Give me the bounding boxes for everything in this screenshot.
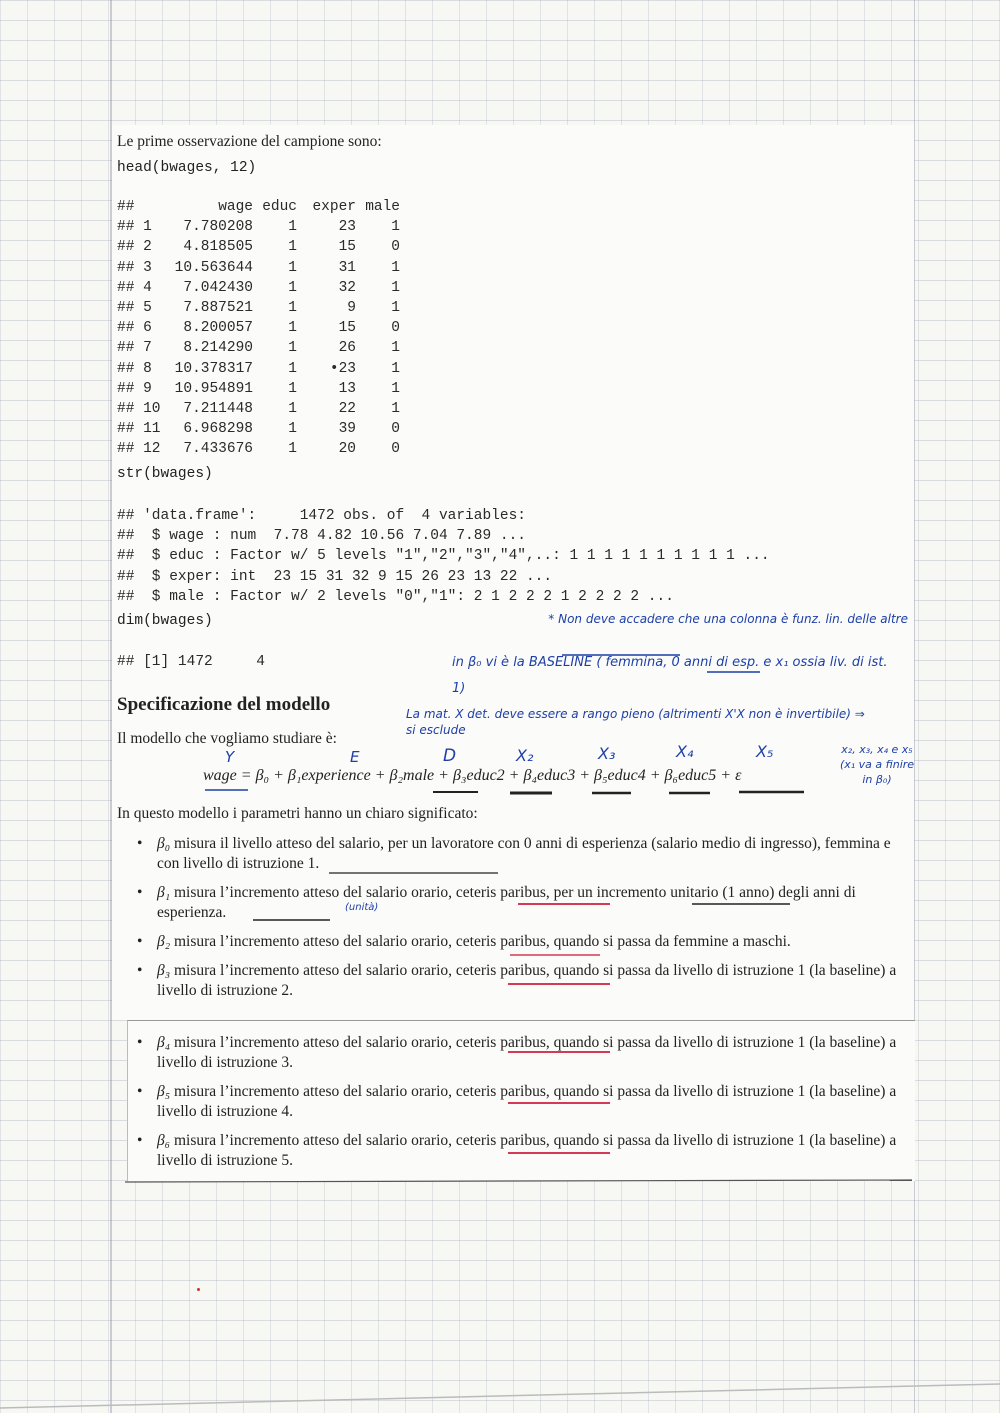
list-item xyxy=(133,1033,905,1073)
list-item xyxy=(133,1131,905,1171)
table-row xyxy=(117,419,400,439)
table-cell: ## 8 xyxy=(117,360,152,377)
table-cell: ## 11 xyxy=(117,421,161,438)
list-item xyxy=(133,834,905,874)
table-header-cell: exper xyxy=(312,199,356,215)
table-cell: 0 xyxy=(391,421,400,438)
table-cell: 1 xyxy=(391,259,400,276)
table-cell: 1 xyxy=(288,401,297,418)
bullet-text: misura l’incremento atteso del salario orario, ceteris paribus, quando si passa da femmine a maschi. xyxy=(170,933,791,950)
table-header-cell: educ xyxy=(262,199,297,215)
table-cell: 31 xyxy=(338,259,356,276)
code-str-command: str(bwages) xyxy=(117,466,213,482)
code-head-command: head(bwages, 12) xyxy=(117,160,257,176)
handwritten-note-collinearity: * Non deve accadere che una colonna è funz. lin. delle altre xyxy=(548,612,908,626)
table-cell: 10.563644 xyxy=(174,259,253,276)
bullet-text: misura l’incremento atteso del salario orario, ceteris paribus, per un incremento unitario (1 anno) degli anni di esperienza. xyxy=(157,884,856,921)
table-cell: ## 6 xyxy=(117,320,152,337)
str-output-line: ## $ wage : num 7.78 4.82 10.56 7.04 7.89 ... xyxy=(117,528,526,545)
table-cell: 1 xyxy=(391,279,400,296)
table-cell: 10.954891 xyxy=(174,380,253,397)
bullet-text: misura l’incremento atteso del salario orario, ceteris paribus, quando si passa da livello di istruzione 1 (la baseline) a livello di istruzione 2. xyxy=(157,962,897,999)
table-cell: 1 xyxy=(391,300,400,317)
table-body xyxy=(117,217,400,459)
table-cell: 1 xyxy=(288,219,297,236)
table-cell: 8.200057 xyxy=(183,320,253,337)
table-cell: 6.968298 xyxy=(183,421,253,438)
table-cell: 1 xyxy=(391,340,400,357)
table-cell: 1 xyxy=(288,421,297,438)
handwritten-label-x2: X₂ xyxy=(516,746,534,765)
table-cell: 1 xyxy=(391,401,400,418)
table-cell: ## 5 xyxy=(117,300,152,317)
table-cell: ## 12 xyxy=(117,441,161,458)
model-formula: wage = β₀ + β₁experience + β₂male + β₃educ2 + β₄educ3 + β₅educ4 + β₆educ5 + ε xyxy=(203,767,742,784)
beta-symbol: β₄ xyxy=(157,1034,171,1051)
str-output-line: ## $ educ : Factor w/ 5 levels "1","2","3","4",..: 1 1 1 1 1 1 1 1 1 1 ... xyxy=(117,548,770,565)
table-cell: 1 xyxy=(288,259,297,276)
table-cell: ## 4 xyxy=(117,279,152,296)
list-item xyxy=(133,961,905,1001)
page-bottom-edge xyxy=(0,1380,1000,1413)
beta-symbol: β₀ xyxy=(157,835,171,852)
table-cell: 0 xyxy=(391,320,400,337)
table-cell: ## 1 xyxy=(117,219,152,236)
table-row xyxy=(117,258,400,278)
table-cell: 1 xyxy=(288,320,297,337)
red-dot-mark xyxy=(197,1288,200,1291)
bullet-text: misura il livello atteso del salario, per un lavoratore con 0 anni di esperienza (salario medio di ingresso), femmina e con livello di istruzione 1. xyxy=(157,835,891,872)
intro-text: Le prime osservazione del campione sono: xyxy=(117,133,382,150)
bullet-text: misura l’incremento atteso del salario orario, ceteris paribus, quando si passa da livello di istruzione 1 (la baseline) a livello di istruzione 3. xyxy=(157,1034,897,1071)
handwritten-note-baseline: in β₀ vi è la BASELINE ( femmina, 0 anni di esp. e x₁ ossia liv. di ist. 1) xyxy=(452,655,888,696)
parameter-list-top xyxy=(133,834,905,1010)
table-row xyxy=(117,278,400,298)
table-cell: 1 xyxy=(288,441,297,458)
table-cell: 9 xyxy=(347,300,356,317)
table-cell: 1 xyxy=(288,360,297,377)
table-cell: 1 xyxy=(391,380,400,397)
list-item xyxy=(133,883,905,923)
beta-symbol: β₅ xyxy=(157,1083,171,1100)
list-item xyxy=(133,1082,905,1122)
table-cell: 7.887521 xyxy=(183,300,253,317)
table-header-cell: male xyxy=(365,199,400,215)
table-header-row xyxy=(117,197,400,217)
beta-symbol: β₂ xyxy=(157,933,171,950)
table-cell: 1 xyxy=(391,219,400,236)
str-output-line: ## 'data.frame': 1472 obs. of 4 variables: xyxy=(117,508,526,524)
handwritten-label-d: D xyxy=(443,746,457,766)
notebook-right-line xyxy=(914,0,915,1413)
section-title: Specificazione del modello xyxy=(117,694,331,715)
table-cell: 1 xyxy=(288,380,297,397)
table-header-cell: wage xyxy=(218,199,253,215)
table-row xyxy=(117,298,400,318)
beta-symbol: β₁ xyxy=(157,884,171,901)
table-cell: 15 xyxy=(338,239,356,256)
table-cell: 0 xyxy=(391,441,400,458)
table-cell: 20 xyxy=(338,441,356,458)
table-cell: •23 xyxy=(329,360,356,377)
beta-symbol: β₆ xyxy=(157,1132,171,1149)
table-cell: 10.378317 xyxy=(174,360,253,377)
table-row xyxy=(117,338,400,358)
table-cell: ## 7 xyxy=(117,340,152,357)
table-cell: 1 xyxy=(288,279,297,296)
table-cell: ## 2 xyxy=(117,239,152,256)
table-row xyxy=(117,359,400,379)
table-row xyxy=(117,318,400,338)
table-cell: 32 xyxy=(338,279,356,296)
table-cell: 1 xyxy=(288,239,297,256)
table-row xyxy=(117,399,400,419)
table-cell: 22 xyxy=(338,401,356,418)
bullet-text: misura l’incremento atteso del salario orario, ceteris paribus, quando si passa da livello di istruzione 1 (la baseline) a livello di istruzione 4. xyxy=(157,1083,897,1120)
handwritten-note-excluded: x₂, x₃, x₄ e x₅ (x₁ va a finire in β₀) xyxy=(839,743,915,786)
table-cell: 1 xyxy=(391,360,400,377)
table-cell: 1 xyxy=(288,340,297,357)
str-output-line: ## $ exper: int 23 15 31 32 9 15 26 23 13 22 ... xyxy=(117,568,553,585)
table-row xyxy=(117,439,400,459)
table-cell: ## 3 xyxy=(117,259,152,276)
table-cell: 8.214290 xyxy=(183,340,253,357)
table-cell: 23 xyxy=(338,219,356,236)
table-cell: 4.818505 xyxy=(183,239,253,256)
handwritten-label-e: E xyxy=(350,748,360,766)
list-item xyxy=(133,932,905,952)
table-cell: 1 xyxy=(288,300,297,317)
parameter-list-bottom xyxy=(133,1033,905,1180)
meaning-intro: In questo modello i parametri hanno un chiaro significato: xyxy=(117,805,478,822)
table-row xyxy=(117,379,400,399)
handwritten-label-x5: X₅ xyxy=(756,742,774,761)
handwritten-label-x3: X₃ xyxy=(598,744,616,763)
handwritten-note-rank: La mat. X det. deve essere a rango pieno (altrimenti X'X non è invertibile) ⇒ si esclude xyxy=(406,707,865,737)
head-output-table xyxy=(117,197,400,460)
table-row xyxy=(117,237,400,257)
dim-output: ## [1] 1472 4 xyxy=(117,654,265,670)
table-cell: 7.211448 xyxy=(183,401,253,418)
str-output-line: ## $ male : Factor w/ 2 levels "0","1": 2 1 2 2 2 1 2 2 2 2 ... xyxy=(117,588,674,605)
table-cell: 7.042430 xyxy=(183,279,253,296)
handwritten-label-y: Y xyxy=(225,748,235,766)
table-cell: 13 xyxy=(338,380,356,397)
table-header-cell: ## xyxy=(117,199,135,215)
table-cell: ## 10 xyxy=(117,401,161,418)
table-row xyxy=(117,217,400,237)
handwritten-label-x4: X₄ xyxy=(676,742,694,761)
str-output xyxy=(117,506,770,607)
model-intro: Il modello che vogliamo studiare è: xyxy=(117,730,337,747)
table-cell: 15 xyxy=(338,320,356,337)
table-cell: 26 xyxy=(338,340,356,357)
table-cell: 0 xyxy=(391,239,400,256)
table-cell: ## 9 xyxy=(117,380,152,397)
table-cell: 7.780208 xyxy=(183,219,253,236)
code-dim-command: dim(bwages) xyxy=(117,613,213,629)
table-cell: 7.433676 xyxy=(183,441,253,458)
bullet-text: misura l’incremento atteso del salario orario, ceteris paribus, quando si passa da livello di istruzione 1 (la baseline) a livello di istruzione 5. xyxy=(157,1132,897,1169)
beta-symbol: β₃ xyxy=(157,962,171,979)
table-cell: 39 xyxy=(338,421,356,438)
handwritten-note-unit: (unità) xyxy=(345,902,379,913)
